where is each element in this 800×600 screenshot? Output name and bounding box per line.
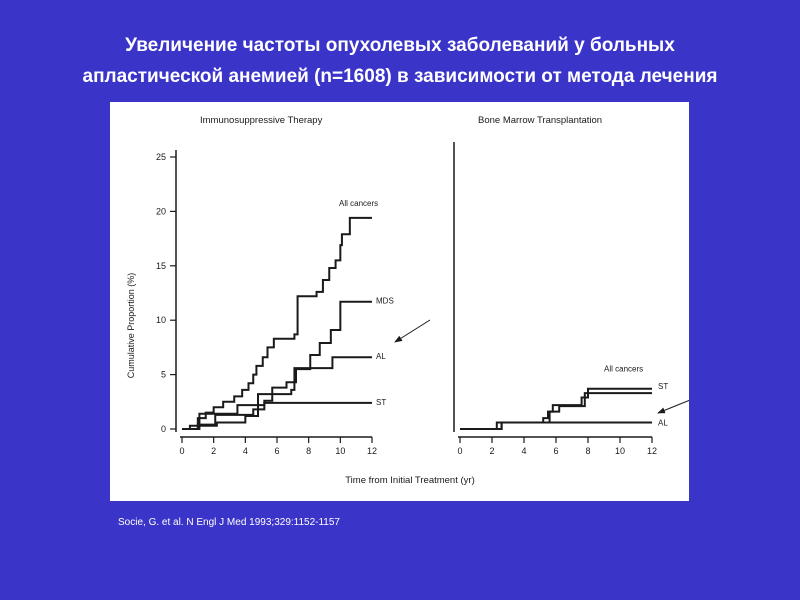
series-label: AL: [658, 418, 668, 428]
x-tick-label: 2: [211, 446, 217, 456]
y-tick-label: 5: [160, 369, 166, 380]
slide-title-line-1: Увеличение частоты опухолевых заболеваний у больных: [125, 35, 675, 56]
x-tick-label: 2: [489, 446, 495, 456]
series-label: All cancers: [339, 198, 379, 208]
x-tick-label: 10: [614, 446, 626, 456]
pointer-arrow: [658, 400, 689, 413]
series-label: ST: [658, 382, 669, 392]
panel-title: Bone Marrow Transplantation: [478, 115, 603, 126]
slide-title-line-2: апластической анемией (n=1608) в зависимости от метода лечения: [82, 66, 718, 87]
y-axis-label: Cumulative Proportion (%): [126, 272, 136, 379]
panel-title: Immunosuppressive Therapy: [200, 115, 323, 126]
y-tick-label: 10: [155, 315, 166, 326]
x-tick-label: 0: [457, 446, 463, 456]
x-tick-label: 4: [521, 446, 527, 456]
x-tick-label: 10: [335, 446, 346, 456]
x-axis-label: Time from Initial Treatment (yr): [345, 475, 475, 486]
series-label: MDS: [376, 296, 394, 306]
series-line-al: [182, 357, 372, 429]
series-label: AL: [376, 352, 386, 362]
x-tick-label: 12: [366, 446, 378, 456]
x-tick-label: 8: [306, 446, 312, 456]
citation: Socie, G. et al. N Engl J Med 1993;329:1152-1157: [118, 517, 340, 528]
series-label: All cancers: [604, 364, 644, 374]
x-tick-label: 8: [585, 446, 591, 456]
y-tick-label: 25: [155, 152, 166, 162]
series-line-al: [460, 422, 652, 429]
series-line-st: [460, 393, 652, 429]
slide-title: [0, 30, 800, 92]
x-tick-label: 6: [274, 446, 280, 456]
x-tick-label: 0: [179, 446, 185, 456]
series-label: ST: [376, 397, 387, 407]
y-tick-label: 20: [155, 206, 166, 217]
figure-panel: [110, 102, 689, 501]
series-line-mds: [182, 302, 372, 429]
pointer-arrow: [395, 320, 430, 342]
x-tick-label: 6: [553, 446, 559, 456]
series-line-all-cancers: [182, 218, 372, 429]
survival-charts: [110, 102, 689, 501]
x-tick-label: 4: [242, 446, 248, 456]
y-tick-label: 0: [160, 424, 166, 434]
y-tick-label: 15: [155, 260, 166, 271]
x-tick-label: 12: [646, 446, 658, 456]
